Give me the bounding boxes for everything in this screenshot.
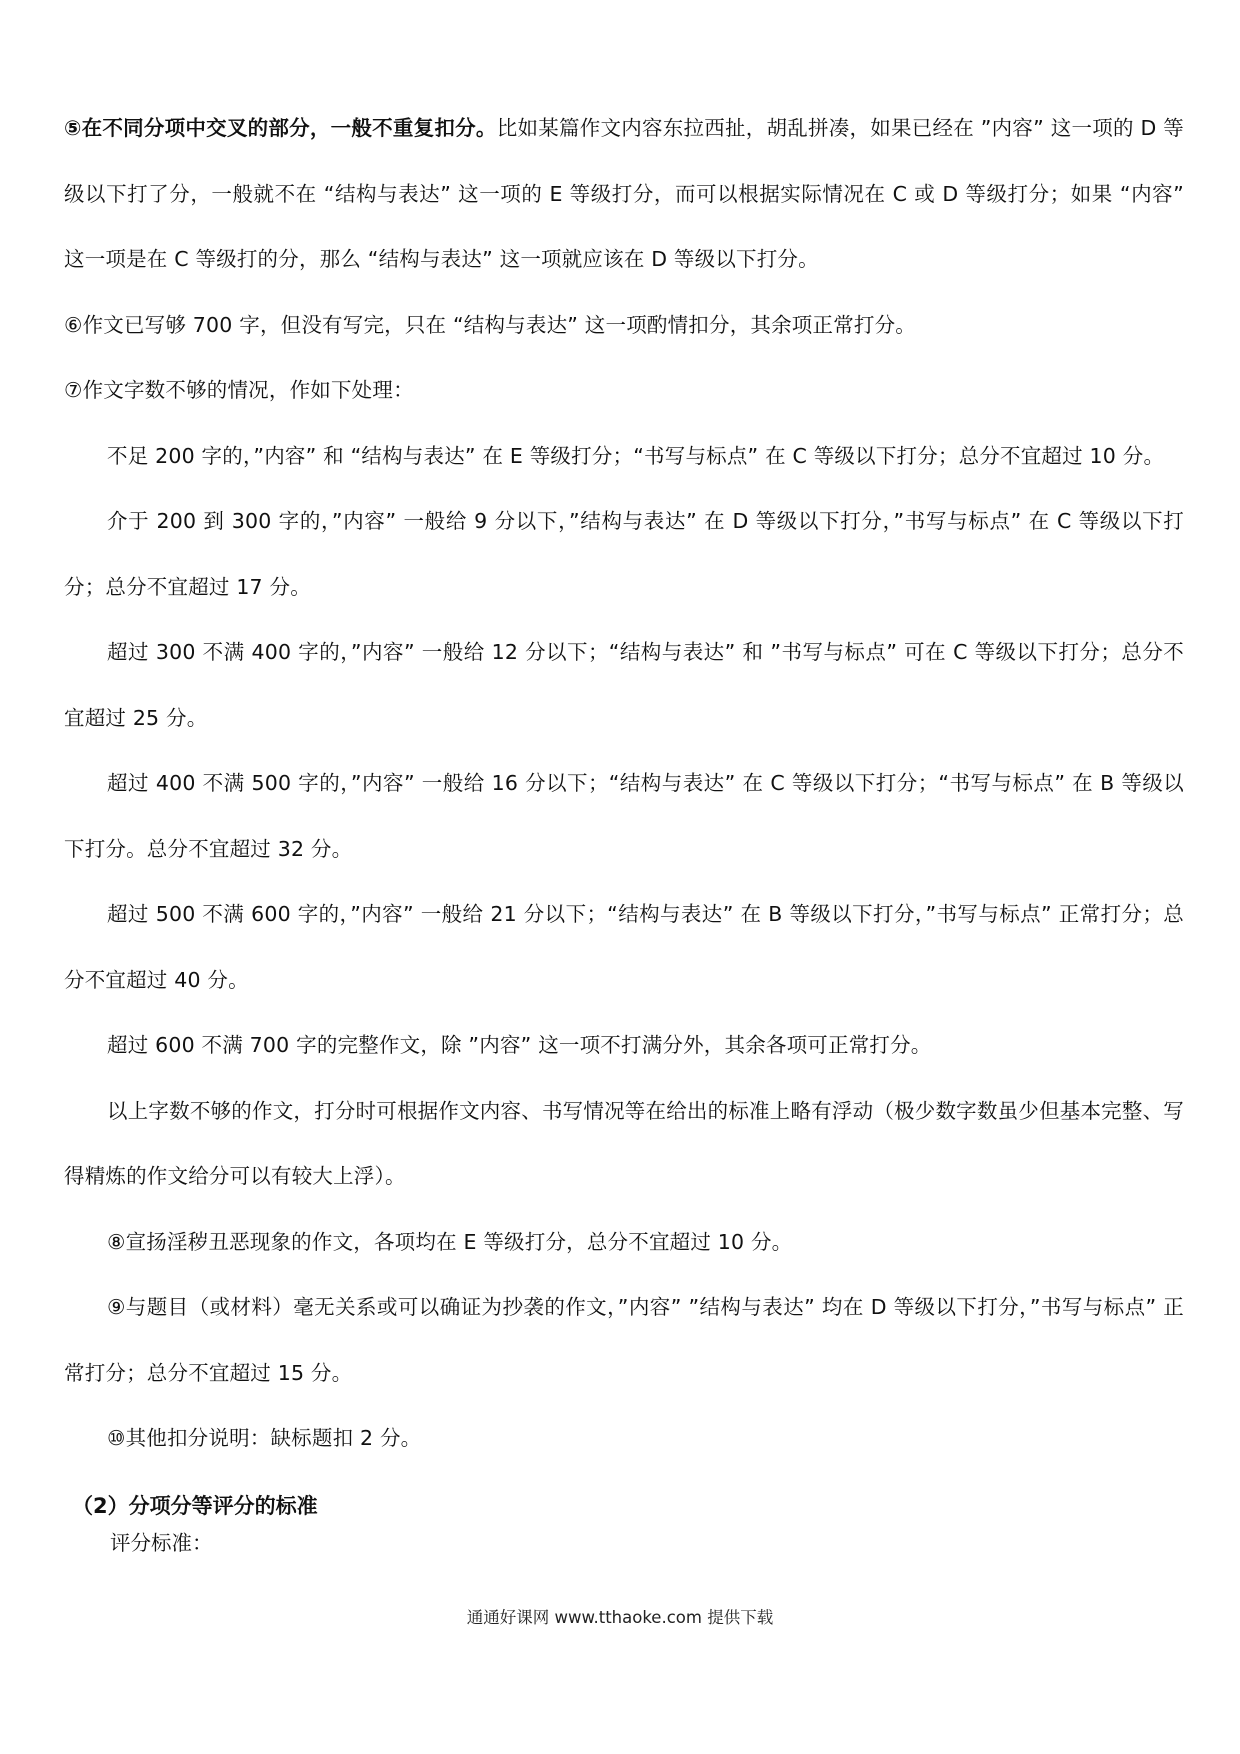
paragraph-300-400: 超过 300 不满 400 字的，”内容” 一般给 12 分以下；“结构与表达” 和 ”书写与标点” 可在 C 等级以下打分；总分不宜超过 25 分。 — [64, 640, 1184, 730]
section-heading: （2）分项分等评分的标准 — [72, 1494, 318, 1518]
rule-5-bold-lead: ⑤在不同分项中交叉的部分，一般不重复扣分。 — [64, 116, 497, 140]
document-body — [64, 96, 1184, 1472]
paragraph-rule-7: ⑦作文字数不够的情况，作如下处理： — [64, 378, 414, 402]
paragraph-600-700: 超过 600 不满 700 字的完整作文，除 ”内容” 这一项不打满分外，其余各项可正常打分。 — [107, 1033, 932, 1057]
paragraph-rule-9: ⑨与题目（或材料）毫无关系或可以确证为抄袭的作文，”内容” ”结构与表达” 均在 D 等级以下打分，”书写与标点” 正常打分；总分不宜超过 15 分。 — [64, 1295, 1184, 1385]
paragraph-200-300: 介于 200 到 300 字的，”内容” 一般给 9 分以下，”结构与表达” 在 D 等级以下打分，”书写与标点” 在 C 等级以下打分；总分不宜超过 17 分。 — [64, 509, 1184, 599]
section-subheading: 评分标准： — [110, 1531, 213, 1555]
page-footer: 通通好课网 www.tthaoke.com 提供下载 — [466, 1608, 774, 1627]
rule-5-text: 比如某篇作文内容东拉西扯，胡乱拼凑，如果已经在 ”内容” 这一项的 D 等级以下打了分，一般就不在 “结构与表达” 这一项的 E 等级打分，而可以根据实际情况在 C 或 D 等级打分；如果 “内容” 这一项是在 C 等级打的分，那么 “结构与表达” 这一项就应该在 D 等级以下打分。 — [64, 116, 1184, 271]
paragraph-400-500: 超过 400 不满 500 字的，”内容” 一般给 16 分以下；“结构与表达” 在 C 等级以下打分；“书写与标点” 在 B 等级以下打分。总分不宜超过 32 分。 — [64, 771, 1184, 861]
paragraph-float-note: 以上字数不够的作文，打分时可根据作文内容、书写情况等在给出的标准上略有浮动（极少数字数虽少但基本完整、写得精炼的作文给分可以有较大上浮）。 — [64, 1098, 1184, 1188]
paragraph-rule-8: ⑧宣扬淫秽丑恶现象的作文，各项均在 E 等级打分，总分不宜超过 10 分。 — [107, 1229, 793, 1254]
paragraph-500-600: 超过 500 不满 600 字的，”内容” 一般给 21 分以下；“结构与表达” 在 B 等级以下打分，”书写与标点” 正常打分；总分不宜超过 40 分。 — [64, 902, 1184, 992]
paragraph-under-200: 不足 200 字的，”内容” 和 “结构与表达” 在 E 等级打分；“书写与标点” 在 C 等级以下打分；总分不宜超过 10 分。 — [107, 443, 1165, 468]
paragraph-rule-5 — [64, 96, 1184, 293]
paragraph-rule-10: ⑩其他扣分说明：缺标题扣 2 分。 — [107, 1426, 422, 1450]
paragraph-rule-6: ⑥作文已写够 700 字，但没有写完，只在 “结构与表达” 这一项酌情扣分，其余项正常打分。 — [64, 312, 917, 337]
